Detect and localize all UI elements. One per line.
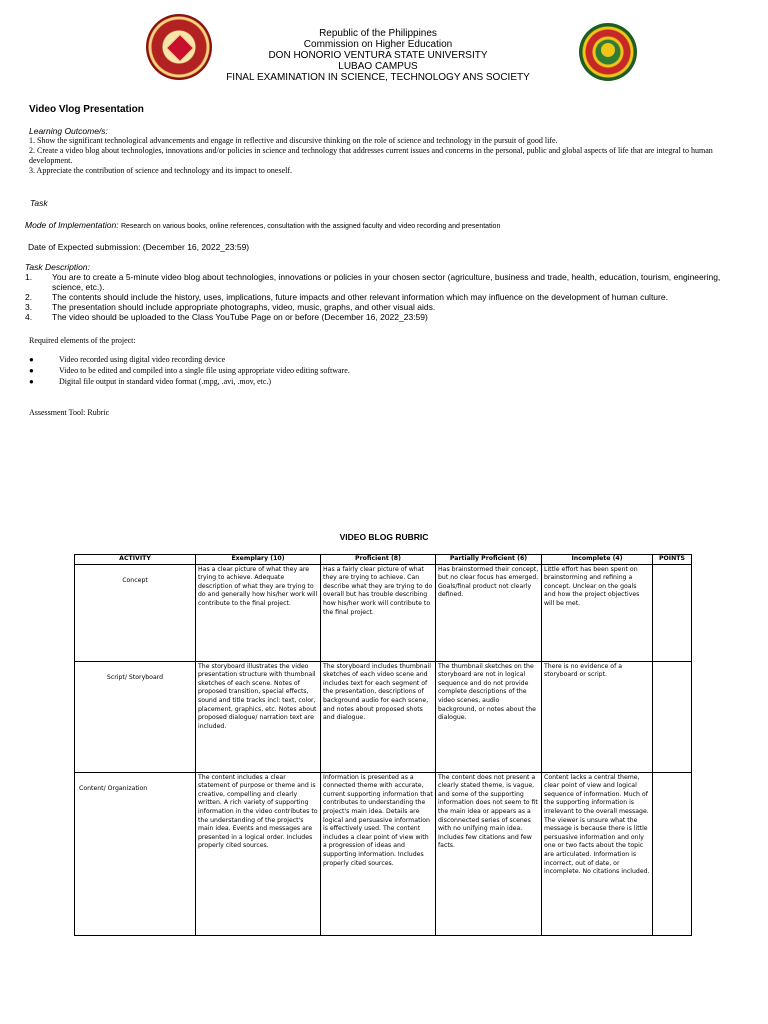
campus-seal-right: [579, 23, 637, 81]
column-header: Partially Proficient (6): [436, 555, 542, 565]
item-text: The video should be uploaded to the Class YouTube Page on or before (December 16, 2022_23:59): [52, 312, 428, 322]
list-item: [25, 272, 735, 292]
learning-outcome-item: 3. Appreciate the contribution of science and technology and its impact to oneself.: [29, 166, 293, 175]
table-cell: There is no evidence of a storyboard or script.: [542, 661, 653, 772]
table-cell: Information is presented as a connected theme with accurate, current supporting information that contributes to understanding the project's main idea. Details are logical and persuasive information is effectively used. The content includes a clear point of view with a progression of ideas and supporting information. Includes properly cited sources.: [321, 772, 436, 935]
list-item: [29, 376, 350, 387]
activity-cell: Content/ Organization: [75, 772, 196, 935]
table-cell: Has a clear picture of what they are trying to achieve. Adequate description of what they are trying to do and generally how his/her work will contribute to the final project.: [196, 564, 321, 661]
required-elements-label: Required elements of the project:: [29, 336, 136, 345]
item-number: 1.: [25, 272, 33, 282]
header-line: LUBAO CAMPUS: [338, 61, 418, 72]
required-elements-list: [29, 354, 350, 387]
submission-date: Date of Expected submission: (December 16, 2022_23:59): [28, 242, 250, 252]
column-header: Proficient (8): [321, 555, 436, 565]
item-text: Digital file output in standard video format (.mpg, .avi, .mov, etc.): [59, 377, 272, 386]
table-header-row: [75, 555, 692, 565]
table-cell: The storyboard illustrates the video presentation structure with thumbnail sketches of each scene. Notes of proposed transition, special effects, sound and title tracks incl: text, color, placement, graphics, etc. Notes about proposed dialogue/ narration text are included.: [196, 661, 321, 772]
item-text: Video to be edited and compiled into a single file using appropriate video editing software.: [59, 366, 350, 375]
list-item: [25, 312, 735, 322]
list-item: [29, 354, 350, 365]
table-cell: The storyboard includes thumbnail sketches of each video scene and includes text for each segment of the presentation, descriptions of background audio for each scene, and notes about proposed shots and dialogue.: [321, 661, 436, 772]
item-text: The presentation should include appropriate photographs, video, music, graphs, and other visual aids.: [52, 302, 436, 312]
task-description-label: Task Description:: [25, 262, 90, 272]
bullet-icon: ●: [29, 366, 34, 375]
header-line: Republic of the Philippines: [319, 28, 437, 39]
activity-cell: Script/ Storyboard: [75, 661, 196, 772]
table-cell: The content does not present a clearly stated theme, is vague, and some of the supporting information does not seem to fit the main idea or appears as a disconnected series of scenes with no unifying main idea. Includes few citations and few facts.: [436, 772, 542, 935]
document-header: [200, 28, 556, 83]
points-cell: [653, 772, 692, 935]
document-title: Video Vlog Presentation: [29, 104, 144, 115]
learning-outcomes: [29, 126, 734, 176]
table-cell: Content lacks a central theme, clear point of view and logical sequence of information. Much of the supporting information is irrelevant to the overall message. The viewer is unsure what the message is because there is little persuasive information and only one or two facts about the topic are articulated. Information is incorrect, out of date, or incomplete. No citations included.: [542, 772, 653, 935]
item-text: The contents should include the history, uses, implications, future impacts and other relevant information which may influence on the development of human culture.: [52, 292, 668, 302]
rubric-table: [74, 554, 692, 936]
rubric-title: VIDEO BLOG RUBRIC: [339, 532, 429, 542]
list-item: [25, 302, 735, 312]
column-header: ACTIVITY: [75, 555, 196, 565]
item-text: Video recorded using digital video recording device: [59, 355, 226, 364]
item-number: 4.: [25, 312, 33, 322]
header-line: FINAL EXAMINATION IN SCIENCE, TECHNOLOGY ANS SOCIETY: [226, 72, 530, 83]
points-cell: [653, 564, 692, 661]
mode-label: Mode of Implementation:: [25, 220, 119, 230]
table-cell: Has a fairly clear picture of what they are trying to achieve. Can describe what they are trying to do overall but has trouble describing how his/her work will contribute to the final project.: [321, 564, 436, 661]
table-cell: Has brainstormed their concept, but no clear focus has emerged. Goals/final product not clearly defined.: [436, 564, 542, 661]
bullet-icon: ●: [29, 377, 34, 386]
points-cell: [653, 661, 692, 772]
table-row: [75, 772, 692, 935]
header-line: Commission on Higher Education: [303, 39, 453, 50]
header-line: DON HONORIO VENTURA STATE UNIVERSITY: [268, 50, 488, 61]
list-item: [29, 365, 350, 376]
table-cell: Little effort has been spent on brainstorming and refining a concept. Unclear on the goals and how the project objectives will be met.: [542, 564, 653, 661]
bullet-icon: ●: [29, 355, 34, 364]
item-number: 3.: [25, 302, 33, 312]
column-header: POINTS: [653, 555, 692, 565]
task-label: Task: [30, 198, 48, 208]
mode-of-implementation: [25, 220, 500, 230]
table-cell: The thumbnail sketches on the storyboard are not in logical sequence and do not provide complete descriptions of the video scenes, audio background, or notes about the dialogue.: [436, 661, 542, 772]
learning-outcomes-label: Learning Outcome/s:: [29, 126, 108, 136]
table-row: [75, 564, 692, 661]
table-cell: The content includes a clear statement of purpose or theme and is creative, compelling and clearly written. A rich variety of supporting information in the video contributes to the understanding of the project's main idea. Events and messages are presented in a logical order. Includes properly cited sources.: [196, 772, 321, 935]
task-description: [25, 262, 735, 322]
learning-outcome-item: 1. Show the significant technological advancements and engage in reflective and discursive thinking on the role of science and technology in the pursuit of good life.: [29, 136, 558, 145]
activity-cell: Concept: [75, 564, 196, 661]
mode-value: Research on various books, online references, consultation with the assigned faculty and video recording and presentation: [120, 223, 501, 230]
item-text: You are to create a 5-minute video blog about technologies, innovations or policies in your chosen sector (agriculture, business and trade, health, education, tourism, engineering, science, etc.).: [52, 272, 721, 292]
table-row: [75, 661, 692, 772]
learning-outcome-item: 2. Create a video blog about technologies, innovations and/or policies in science and technology that addresses current issues and concerns in the personal, public and global aspects of life that are integral to human development.: [29, 146, 713, 165]
assessment-tool: Assessment Tool: Rubric: [29, 408, 110, 417]
list-item: [25, 292, 735, 302]
column-header: Incomplete (4): [542, 555, 653, 565]
column-header: Exemplary (10): [196, 555, 321, 565]
item-number: 2.: [25, 292, 33, 302]
